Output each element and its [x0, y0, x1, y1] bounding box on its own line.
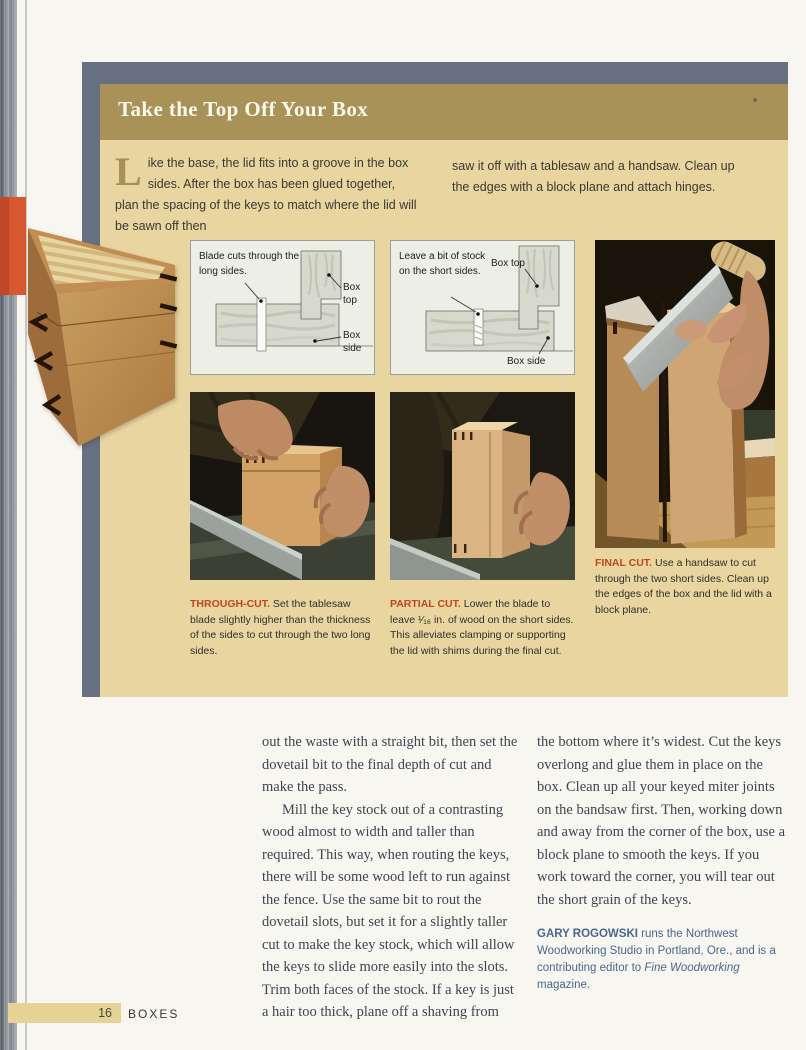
paragraph: the bottom where it’s widest. Cut the keys overlong and glue them in place on the box. Clean up all your keyed miter joints on the bandsaw first. Then, working down and away from the corner of the box, use a block plane to smooth the keys. If you work toward the corner, you will tear out the short grain of the keys. — [537, 734, 786, 908]
diagram-label-box-side: Box side — [507, 356, 546, 367]
box-corner-photo — [25, 220, 178, 450]
photo-final-cut-image — [595, 240, 775, 548]
section-label: BOXES — [128, 1007, 180, 1021]
bio-text: magazine. — [537, 979, 591, 991]
photo-through-cut — [190, 392, 375, 580]
box-corner-image — [25, 220, 178, 450]
print-speck — [753, 98, 757, 102]
caption-label: FINAL CUT. — [595, 557, 652, 569]
diagram-note: Blade cuts through the long sides. — [199, 251, 300, 277]
paragraph: Mill the key stock out of a contrasting wood almost to width and taller than required. This way, when routing the keys, there will be some wood left to run against the fence. Use the same bit to rout the dovetail slots, but set it for a slightly taller cut to make the key stock, which will allow the keys to slide more easily into the slots. Trim both faces of the stock. If a key is just a hair too thick, plane off a shaving from — [262, 801, 515, 1020]
binding-tab-orange — [0, 197, 26, 295]
wooden-box — [452, 422, 530, 558]
diagram-note: Leave a bit of stock on the short sides. — [399, 251, 486, 277]
article-column-left — [262, 731, 519, 1024]
photo-final-cut — [595, 240, 775, 548]
photo-partial-cut — [390, 392, 575, 580]
intro-text-1: ike the base, the lid fits into a groove in the box sides. After the box has been glued together, plan the spacing of the keys to match where the lid will be sawn off then — [115, 156, 417, 233]
caption-through-cut — [190, 597, 374, 659]
caption-text: Use a handsaw to cut through the two short sides. Clean up the edges of the box and the lid with a block plane. — [595, 557, 772, 616]
photo-partial-cut-image — [390, 392, 575, 580]
caption-label: PARTIAL CUT. — [390, 598, 461, 610]
photo-through-cut-image — [190, 392, 375, 580]
drop-cap: L — [115, 149, 142, 194]
caption-partial-cut — [390, 597, 576, 659]
paragraph: out the waste with a straight bit, then set the dovetail bit to the final depth of cut and make the pass. — [262, 734, 518, 795]
caption-label: THROUGH-CUT. — [190, 598, 270, 610]
bio-text: runs the Northwest Woodworking Studio in Portland, Ore., and is a contributing editor to — [537, 928, 776, 974]
caption-text: Lower the blade to leave ¹⁄₁₆ in. of wood on the short sides. This alleviates clamping or supporting the lid with shims during the final cut. — [390, 598, 574, 657]
diagram-label-box-top: Box top — [343, 282, 361, 306]
book-binding — [0, 0, 17, 1050]
page-number: 16 — [98, 1006, 112, 1020]
intro-column-2: saw it off with a tablesaw and a handsaw. Clean up the edges with a block plane and attach hinges. — [452, 159, 735, 194]
author-name: GARY ROGOWSKI — [537, 928, 638, 940]
panel-header — [100, 84, 788, 140]
diagram-label-box-top: Box top — [491, 258, 525, 269]
footer-page-bar — [8, 1003, 121, 1023]
author-bio — [537, 926, 790, 994]
page-edge-line — [25, 0, 27, 1050]
article-column-right — [537, 731, 790, 994]
caption-text: Set the tablesaw blade slightly higher than the thickness of the sides to cut through the two long sides. — [190, 598, 371, 657]
magazine-name: Fine Woodworking — [644, 962, 740, 974]
diagram-partial-stock — [390, 240, 575, 375]
caption-final-cut — [595, 556, 776, 618]
diagram-blade-through — [190, 240, 375, 375]
panel-title: Take the Top Off Your Box — [118, 97, 369, 121]
diagram-label-box-side: Box side — [343, 330, 362, 354]
